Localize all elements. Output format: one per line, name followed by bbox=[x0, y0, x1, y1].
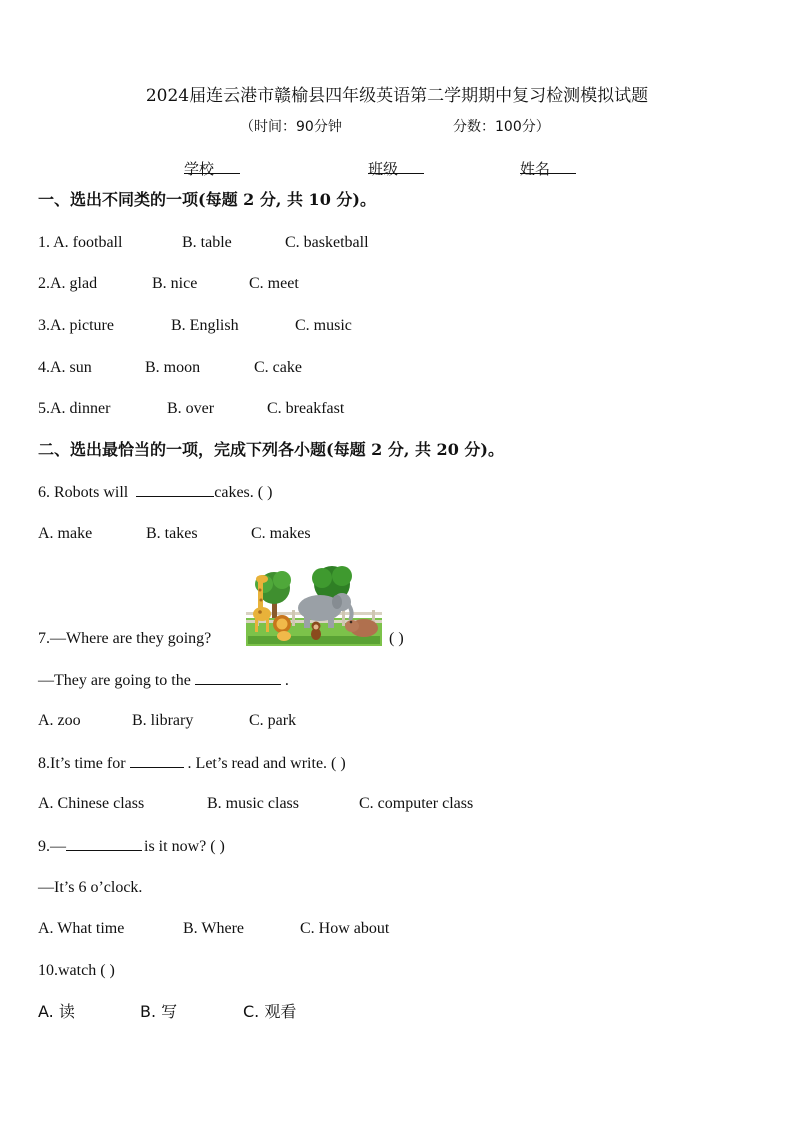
q6-option-a: A. make bbox=[38, 525, 93, 542]
q4-option-b: B. moon bbox=[145, 359, 201, 376]
q10-option-a: A. 读 bbox=[38, 1002, 75, 1021]
section1-heading: 一、选出不同类的一项(每题 2 分, 共 10 分)。 bbox=[38, 190, 376, 209]
q7-stem: 7.—Where are they going? bbox=[38, 630, 212, 647]
name-label: 姓名 bbox=[520, 160, 551, 178]
q9-stem-end: is it now? ( ) bbox=[144, 838, 225, 855]
q9-option-b: B. Where bbox=[183, 920, 245, 937]
q1-option-a: 1. A. football bbox=[38, 234, 123, 251]
q1-option-b: B. table bbox=[182, 234, 232, 251]
q6-stem-start: 6. Robots will bbox=[38, 484, 129, 501]
q10-option-c: C. 观看 bbox=[243, 1002, 297, 1021]
class-blank[interactable] bbox=[368, 159, 424, 174]
q1-option-c: C. basketball bbox=[285, 234, 369, 251]
q8-stem-start: 8.It’s time for bbox=[38, 755, 126, 772]
q7-blank[interactable] bbox=[195, 670, 281, 685]
q7-answer-line bbox=[38, 670, 289, 691]
question-8 bbox=[38, 753, 346, 774]
section2-heading: 二、选出最恰当的一项，完成下列各小题(每题 2 分, 共 20 分)。 bbox=[38, 440, 504, 459]
q4-option-c: C. cake bbox=[254, 359, 302, 376]
q5-option-c: C. breakfast bbox=[267, 400, 345, 417]
q7-option-a: A. zoo bbox=[38, 712, 81, 729]
q3-option-a: 3.A. picture bbox=[38, 317, 114, 334]
q3-option-b: B. English bbox=[171, 317, 239, 334]
q9-stem-start: 9.— bbox=[38, 838, 66, 855]
q5-option-b: B. over bbox=[167, 400, 215, 417]
q6-blank[interactable] bbox=[136, 482, 214, 497]
q10-option-b: B. 写 bbox=[140, 1002, 178, 1021]
q9-blank[interactable] bbox=[66, 836, 142, 851]
name-blank[interactable] bbox=[520, 159, 576, 174]
school-blank[interactable] bbox=[184, 159, 240, 174]
q7-paren: ( ) bbox=[389, 630, 404, 647]
q7-line2-end: . bbox=[284, 672, 289, 689]
question-9 bbox=[38, 836, 225, 857]
q9-response: —It’s 6 o’clock. bbox=[38, 879, 143, 896]
q8-option-c: C. computer class bbox=[359, 795, 474, 812]
time-limit: （时间：90分钟 bbox=[240, 119, 342, 135]
q2-option-c: C. meet bbox=[249, 275, 299, 292]
q8-option-a: A. Chinese class bbox=[38, 795, 145, 812]
zoo-illustration bbox=[246, 566, 382, 646]
q6-option-b: B. takes bbox=[146, 525, 198, 542]
q6-stem-end: cakes. ( ) bbox=[214, 484, 273, 501]
q4-option-a: 4.A. sun bbox=[38, 359, 92, 376]
q9-option-a: A. What time bbox=[38, 920, 125, 937]
total-score: 分数：100分） bbox=[453, 119, 550, 135]
school-label: 学校 bbox=[184, 160, 215, 178]
q5-option-a: 5.A. dinner bbox=[38, 400, 111, 417]
question-7 bbox=[38, 629, 211, 649]
q7-option-c: C. park bbox=[249, 712, 297, 729]
q8-option-b: B. music class bbox=[207, 795, 299, 812]
q8-blank[interactable] bbox=[130, 753, 184, 768]
q7-option-b: B. library bbox=[132, 712, 194, 729]
monkey bbox=[311, 622, 321, 641]
question-10: 10.watch ( ) bbox=[38, 962, 115, 979]
page-title: 2024届连云港市赣榆县四年级英语第二学期期中复习检测模拟试题 bbox=[145, 86, 649, 106]
class-label: 班级 bbox=[368, 160, 399, 178]
q8-stem-end: . Let’s read and write. ( ) bbox=[187, 755, 346, 772]
q6-option-c: C. makes bbox=[251, 525, 311, 542]
q2-option-a: 2.A. glad bbox=[38, 275, 98, 292]
q9-option-c: C. How about bbox=[300, 920, 390, 937]
q3-option-c: C. music bbox=[295, 317, 352, 334]
q2-option-b: B. nice bbox=[152, 275, 198, 292]
q7-line2-text: —They are going to the bbox=[38, 672, 191, 689]
question-6 bbox=[38, 482, 272, 503]
